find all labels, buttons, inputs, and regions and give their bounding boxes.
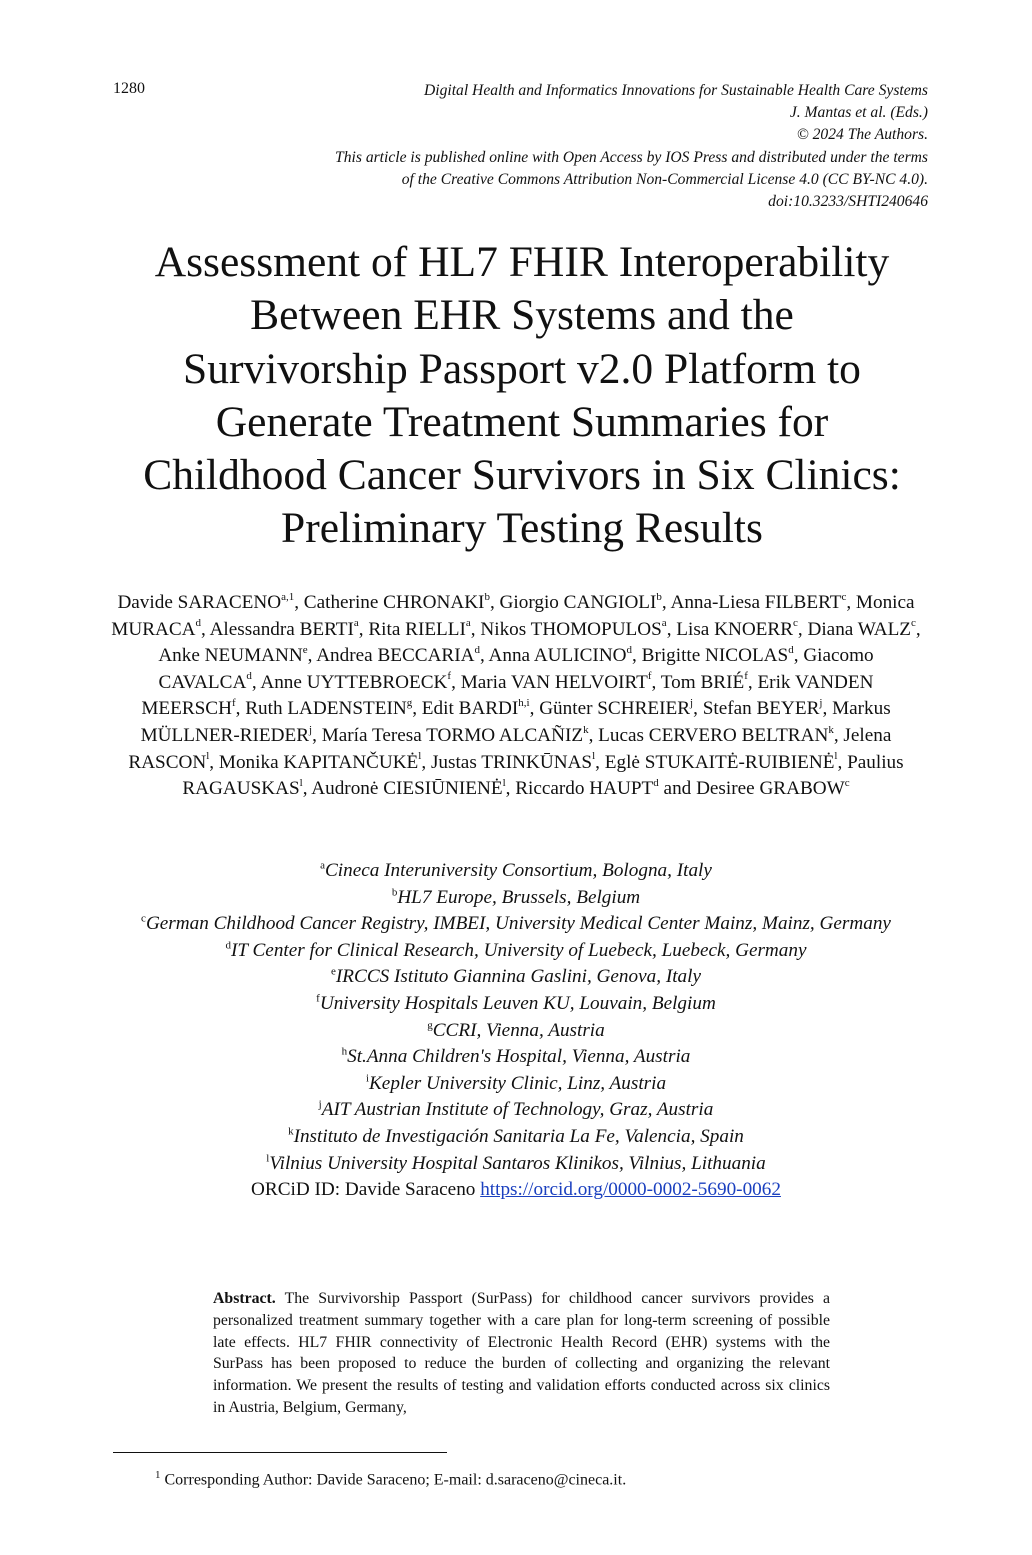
author-name: Audronė CIESIŪNIENĖ [311,778,503,800]
affiliation-text: University Hospitals Leuven KU, Louvain, Belgium [319,992,716,1014]
author-affiliation-marker: b [656,590,662,603]
author-name: Catherine CHRONAKI [303,592,485,613]
author-affiliation-marker: d [246,670,252,683]
author-name: Alessandra BERTI [209,618,354,640]
author-affiliation-marker: d [474,643,480,656]
title-line: Preliminary Testing Results [281,504,763,553]
author-affiliation-marker: l [418,750,422,763]
affiliation-marker: b [391,886,398,899]
abstract-label: Abstract. [213,1290,276,1307]
affiliation-text: IT Center for Clinical Research, University of Luebeck, Luebeck, Germany [231,939,807,961]
affiliation-text: CCRI, Vienna, Austria [432,1019,605,1041]
affiliation-text: AIT Austrian Institute of Technology, Graz, Austria [321,1099,714,1121]
volume-header [335,80,928,213]
author-name: Edit BARDI [421,698,519,720]
author-name: Jelena RASCON [128,724,892,773]
author [422,698,530,719]
affiliation [110,1124,922,1151]
footnote-divider [113,1452,447,1453]
author [117,592,294,613]
affiliation-list [110,858,922,1204]
author [210,619,359,640]
author [703,698,823,719]
author [431,752,595,773]
author-affiliation-marker: a [353,617,359,630]
affiliation [110,1151,922,1178]
author-affiliation-marker: d [195,617,202,630]
author [598,725,834,746]
affiliation-text: Instituto de Investigación Sanitaria La Fe, Valencia, Spain [293,1125,744,1147]
affiliation [110,1044,922,1071]
author [322,725,589,746]
doi-line: doi:10.3233/SHTI240646 [768,193,928,211]
author-name: Giacomo CAVALCA [158,645,874,693]
author-name: Monika KAPITANČUKĖ [218,751,419,773]
author-name: Davide SARACENO [117,592,282,613]
author [311,778,505,799]
author-affiliation-marker: a,1 [281,590,295,603]
author-name: Rita RIELLI [368,618,466,640]
author-name: Markus MÜLLNER-RIEDER [140,698,891,746]
author-name: Erik VANDEN MEERSCH [141,671,874,720]
paper-title [60,236,984,556]
title-line: Childhood Cancer Survivors in Six Clinics: [143,451,901,500]
author-affiliation-marker: f [744,670,748,683]
author-name: Giorgio CANGIOLI [499,592,657,613]
affiliation-marker: d [225,939,231,952]
author-name: Monica MURACA [111,592,915,640]
footnote-marker: 1 [155,1469,161,1481]
author-name: Lucas CERVERO BELTRAN [598,724,829,746]
affiliation-marker: j [318,1098,322,1111]
affiliation-marker: k [288,1125,294,1138]
affiliation [110,1018,922,1045]
author-affiliation-marker: l [592,750,596,763]
affiliation [110,911,922,938]
author-affiliation-marker: l [206,750,210,763]
author-affiliation-marker: d [788,643,794,656]
author [696,778,850,799]
author-affiliation-marker: j [690,696,694,709]
author-name: Stefan BEYER [702,698,820,720]
author-affiliation-marker: f [647,670,652,683]
orcid-line [110,1177,922,1204]
author-name: Maria VAN HELVOIRT [460,671,648,693]
title-line: Between EHR Systems and the [250,291,794,340]
affiliation-text: St.Anna Children's Hospital, Vienna, Austria [347,1046,691,1068]
author [158,645,307,666]
author [661,672,748,693]
author [461,672,652,693]
author-name: Anne UYTTEBROECK [260,671,448,693]
volume-editors: J. Mantas et al. (Eds.) [789,104,928,122]
author-affiliation-marker: l [299,776,303,789]
affiliation-text: IRCCS Istituto Giannina Gaslini, Genova, Italy [335,966,701,988]
author [260,672,451,693]
author [219,752,421,773]
affiliations [110,858,922,1177]
author-affiliation-marker: l [502,776,506,789]
author [807,619,915,640]
author-name: Günter SCHREIER [539,698,691,720]
author-name: Riccardo HAUPT [515,778,654,800]
author-name: Paulius RAGAUSKAS [182,751,904,800]
author-affiliation-marker: b [484,590,490,603]
affiliation-marker: f [316,992,320,1005]
author [489,645,633,666]
author-affiliation-marker: a [465,617,471,630]
author-affiliation-marker: l [834,750,838,763]
affiliation-text: Cineca Interuniversity Consortium, Bologna, Italy [324,860,712,881]
orcid-link[interactable]: https://orcid.org/0000-0002-5690-0062 [480,1179,781,1201]
author-name: Lisa KNOERR [676,618,793,640]
author-name: Nikos THOMOPULOS [480,618,662,640]
affiliation-marker: l [266,1152,270,1165]
license-line-1: This article is published online with Open Access by IOS Press and distributed under the terms [335,148,928,166]
affiliation-text: German Childhood Cancer Registry, IMBEI, University Medical Center Mainz, Mainz, Germany [145,913,891,935]
affiliation-text: Vilnius University Hospital Santaros Klinikos, Vilnius, Lithuania [269,1152,766,1174]
affiliation-text: Kepler University Clinic, Linz, Austria [369,1072,667,1094]
author [670,592,846,613]
abstract [213,1288,830,1419]
affiliation [110,858,922,885]
affiliation [110,964,922,991]
author-affiliation-marker: d [653,776,659,789]
orcid-label: ORCiD ID: Davide Saraceno [251,1179,476,1201]
copyright-line: © 2024 The Authors. [796,126,928,144]
author-name: Desiree GRABOW [696,778,845,800]
author [605,752,838,773]
author [245,698,412,719]
author-joiner: and [658,778,697,800]
affiliation-marker: i [365,1072,369,1085]
author-name: Anna-Liesa FILBERT [670,592,842,613]
author-affiliation-marker: k [828,723,834,736]
affiliation-marker: h [341,1045,348,1058]
author-name: Anna AULICINO [488,645,627,667]
title-line: Generate Treatment Summaries for [215,397,829,446]
author-affiliation-marker: c [841,590,847,603]
author-affiliation-marker: f [447,670,452,683]
affiliation-marker: a [320,859,325,872]
author-affiliation-marker: j [309,723,313,736]
author-name: Ruth LADENSTEIN [245,698,407,720]
author-name: Brigitte NICOLAS [641,645,789,667]
author-affiliation-marker: c [911,617,916,630]
author [480,619,666,640]
affiliation [110,1071,922,1098]
affiliation [110,991,922,1018]
author-list: Davide SARACENO$^{a,1}$, Catherine CHRONAKI$^b$, Giorgio CANGIOLI$^b$, Anna-Liesa FILBERT$^c$, Monica MURACA$^d$, Alessandra BERTI$^a$, Rita RIELLI$^a$, Nikos THOMOPULOS$^a$, Lisa KNOERR$^c$, Diana WALZ$^c$, Anke NEUMANN$^e$, Andrea BECCARIA$^d$, Anna AULICINO$^d$, Brigitte NICOLAS$^d$, Giacomo CAVALCA$^d$, Anne UYTTEBROECK$^f$, Maria VAN HELVOIRT$^f$, Tom BRIÉ$^f$, Erik VANDEN MEERSCH$^f$, Ruth LADENSTEIN$^g$, Edit BARDI$^{h,i}$, Günter SCHREIER$^j$, Stefan BEYER$^j$, Markus MÜLLNER-RIEDER$^j$, María Teresa TORMO ALCAÑIZ$^k$, Lucas CERVERO BELTRAN$^k$, Jelena RASCON$^l$, Monika KAPITANČUKĖ$^l$, Justas TRINKŪNAS$^l$, Eglė STUKAITĖ-RUIBIENĖ$^l$, Paulius RAGAUSKAS$^l$, Audronė CIESIŪNIENĖ$^l$, Riccardo HAUPT$^d$ and Desiree GRABOW$^c$ [111,590,921,800]
affiliation-text: HL7 Europe, Brussels, Belgium [397,886,641,908]
author-name: María Teresa TORMO ALCAÑIZ [321,724,584,746]
author [316,645,480,666]
author [539,698,693,719]
author-affiliation-marker: d [626,643,633,656]
page-number: 1280 [113,80,145,97]
author [304,592,490,613]
author-affiliation-marker: f [231,696,236,709]
author [500,592,662,613]
footnote [155,1469,626,1489]
author-affiliation-marker: e [302,643,308,656]
author-name: Eglė STUKAITĖ-RUIBIENĖ [604,751,835,773]
affiliation [110,1097,922,1124]
author-affiliation-marker: k [583,723,589,736]
author-affiliation-marker: c [793,617,798,630]
affiliation [110,938,922,965]
author-name: Andrea BECCARIA [316,645,475,667]
affiliation-marker: c [141,912,146,925]
author-affiliation-marker: c [844,776,850,789]
author-affiliation-marker: j [819,696,823,709]
author-affiliation-marker: a [661,617,667,630]
title-line: Survivorship Passport v2.0 Platform to [183,344,861,393]
footnote-text: Corresponding Author: Davide Saraceno; E-mail: d.saraceno@cineca.it. [164,1471,627,1489]
author-affiliation-marker: g [406,696,413,709]
abstract-text: The Survivorship Passport (SurPass) for childhood cancer survivors provides a personalized treatment summary together with a care plan for long-term screening of possible late effects. HL7 FHIR connectivity of Electronic Health Record (EHR) systems with the SurPass has been proposed to reduce the burden of collecting and organizing the relevant information. We present the results of testing and validation efforts conducted across six clinics in Austria, Belgium, Germany, [213,1290,830,1416]
license-line-2: of the Creative Commons Attribution Non-Commercial License 4.0 (CC BY-NC 4.0). [401,170,928,188]
author [515,778,659,799]
affiliation-marker: e [331,965,336,978]
title-line: Assessment of HL7 FHIR Interoperability [154,238,890,286]
author [368,619,470,640]
author-name: Tom BRIÉ [660,671,745,693]
affiliation-marker: g [427,1019,433,1032]
affiliation [110,885,922,912]
author [676,619,798,640]
volume-title: Digital Health and Informatics Innovations for Sustainable Health Care Systems [423,82,928,99]
author-name: Anke NEUMANN [158,645,303,667]
author [642,645,794,666]
author-name: Diana WALZ [807,618,912,640]
author-affiliation-marker: h,i [518,696,530,709]
author-name: Justas TRINKŪNAS [430,751,593,773]
